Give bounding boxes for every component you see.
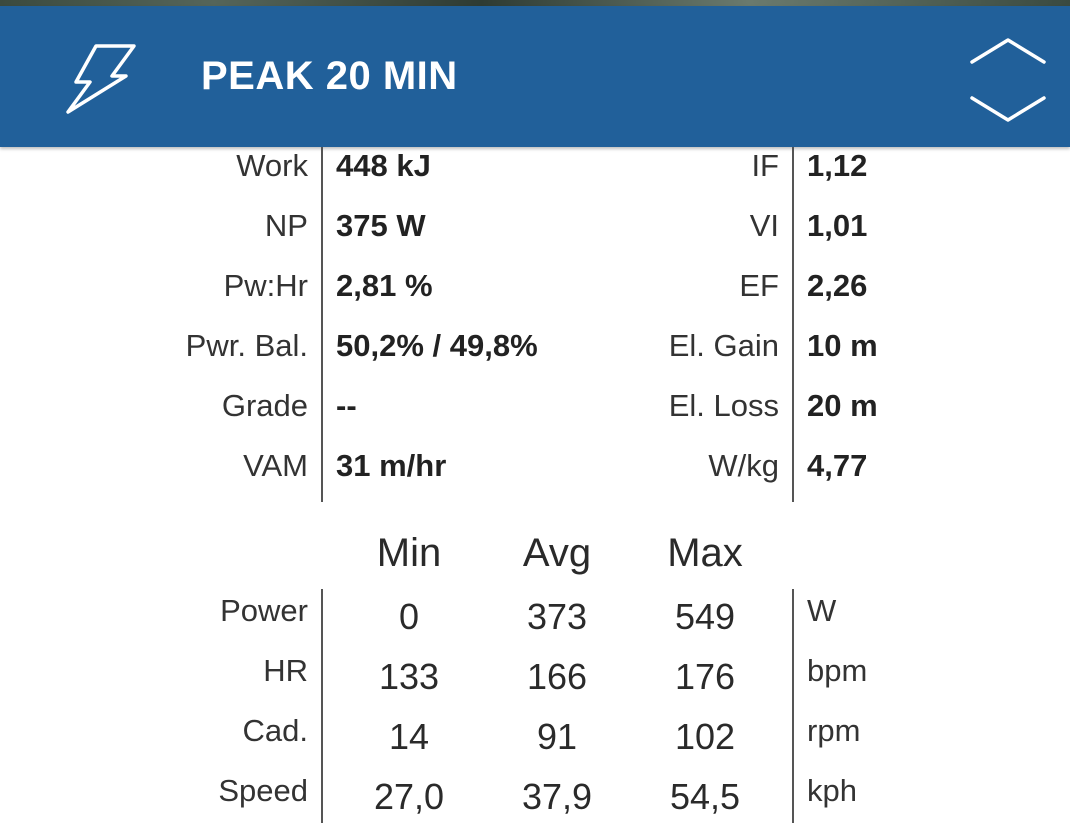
metric-label-wkg: W/kg bbox=[708, 448, 779, 483]
cell-min: 0 bbox=[398, 596, 420, 637]
metric-value-np: 375 W bbox=[336, 208, 426, 243]
metrics-right-divider bbox=[792, 147, 794, 502]
column-header-avg: Avg bbox=[522, 531, 592, 575]
cell-avg: 37,9 bbox=[521, 776, 593, 817]
metric-value-el-gain: 10 m bbox=[807, 328, 878, 363]
metric-value-work: 448 kJ bbox=[336, 148, 431, 183]
metric-label-pwr-bal: Pwr. Bal. bbox=[185, 328, 308, 363]
metric-label-vi: VI bbox=[749, 208, 779, 243]
chevron-up-down-icon[interactable] bbox=[966, 34, 1050, 126]
metric-value-vi: 1,01 bbox=[807, 208, 868, 243]
metric-value-el-loss: 20 m bbox=[807, 388, 878, 423]
metrics-left-divider bbox=[321, 147, 323, 502]
cell-avg: 373 bbox=[526, 596, 588, 637]
metric-label-ef: EF bbox=[739, 268, 779, 303]
stats-left-divider bbox=[321, 589, 323, 823]
row-label-cad: Cad. bbox=[242, 713, 308, 748]
cell-max: 54,5 bbox=[669, 776, 741, 817]
cell-max: 176 bbox=[674, 656, 736, 697]
cell-unit: rpm bbox=[807, 713, 861, 748]
row-label-speed: Speed bbox=[218, 773, 308, 808]
stats-right-divider bbox=[792, 589, 794, 823]
lightning-bolt-icon bbox=[62, 40, 138, 116]
cell-avg: 91 bbox=[536, 716, 578, 757]
metric-value-pwr-bal: 50,2% / 49,8% bbox=[336, 328, 538, 363]
column-header-max: Max bbox=[667, 531, 743, 575]
metric-label-grade: Grade bbox=[221, 388, 308, 423]
metric-label-np: NP bbox=[264, 208, 308, 243]
cell-unit: kph bbox=[807, 773, 857, 808]
metric-label-el-gain: El. Gain bbox=[668, 328, 779, 363]
cell-max: 102 bbox=[674, 716, 736, 757]
cell-min: 14 bbox=[388, 716, 430, 757]
metric-label-vam: VAM bbox=[243, 448, 308, 483]
cell-unit: bpm bbox=[807, 653, 868, 688]
metric-value-grade: -- bbox=[336, 388, 357, 423]
metric-label-work: Work bbox=[236, 148, 308, 183]
column-header-min: Min bbox=[376, 531, 442, 575]
cell-unit: W bbox=[807, 593, 837, 628]
metric-label-el-loss: El. Loss bbox=[668, 388, 779, 423]
section-header[interactable] bbox=[0, 6, 1070, 147]
metric-value-wkg: 4,77 bbox=[807, 448, 868, 483]
metric-value-ef: 2,26 bbox=[807, 268, 868, 303]
cell-max: 549 bbox=[674, 596, 736, 637]
cell-min: 133 bbox=[378, 656, 440, 697]
cell-min: 27,0 bbox=[373, 776, 445, 817]
metric-label-pwhr: Pw:Hr bbox=[223, 268, 308, 303]
row-label-hr: HR bbox=[263, 653, 308, 688]
cell-avg: 166 bbox=[526, 656, 588, 697]
section-title: PEAK 20 MIN bbox=[201, 54, 458, 98]
row-label-power: Power bbox=[220, 593, 308, 628]
metric-value-vam: 31 m/hr bbox=[336, 448, 447, 483]
metric-label-if: IF bbox=[751, 148, 779, 183]
metric-value-pwhr: 2,81 % bbox=[336, 268, 433, 303]
metric-value-if: 1,12 bbox=[807, 148, 868, 183]
